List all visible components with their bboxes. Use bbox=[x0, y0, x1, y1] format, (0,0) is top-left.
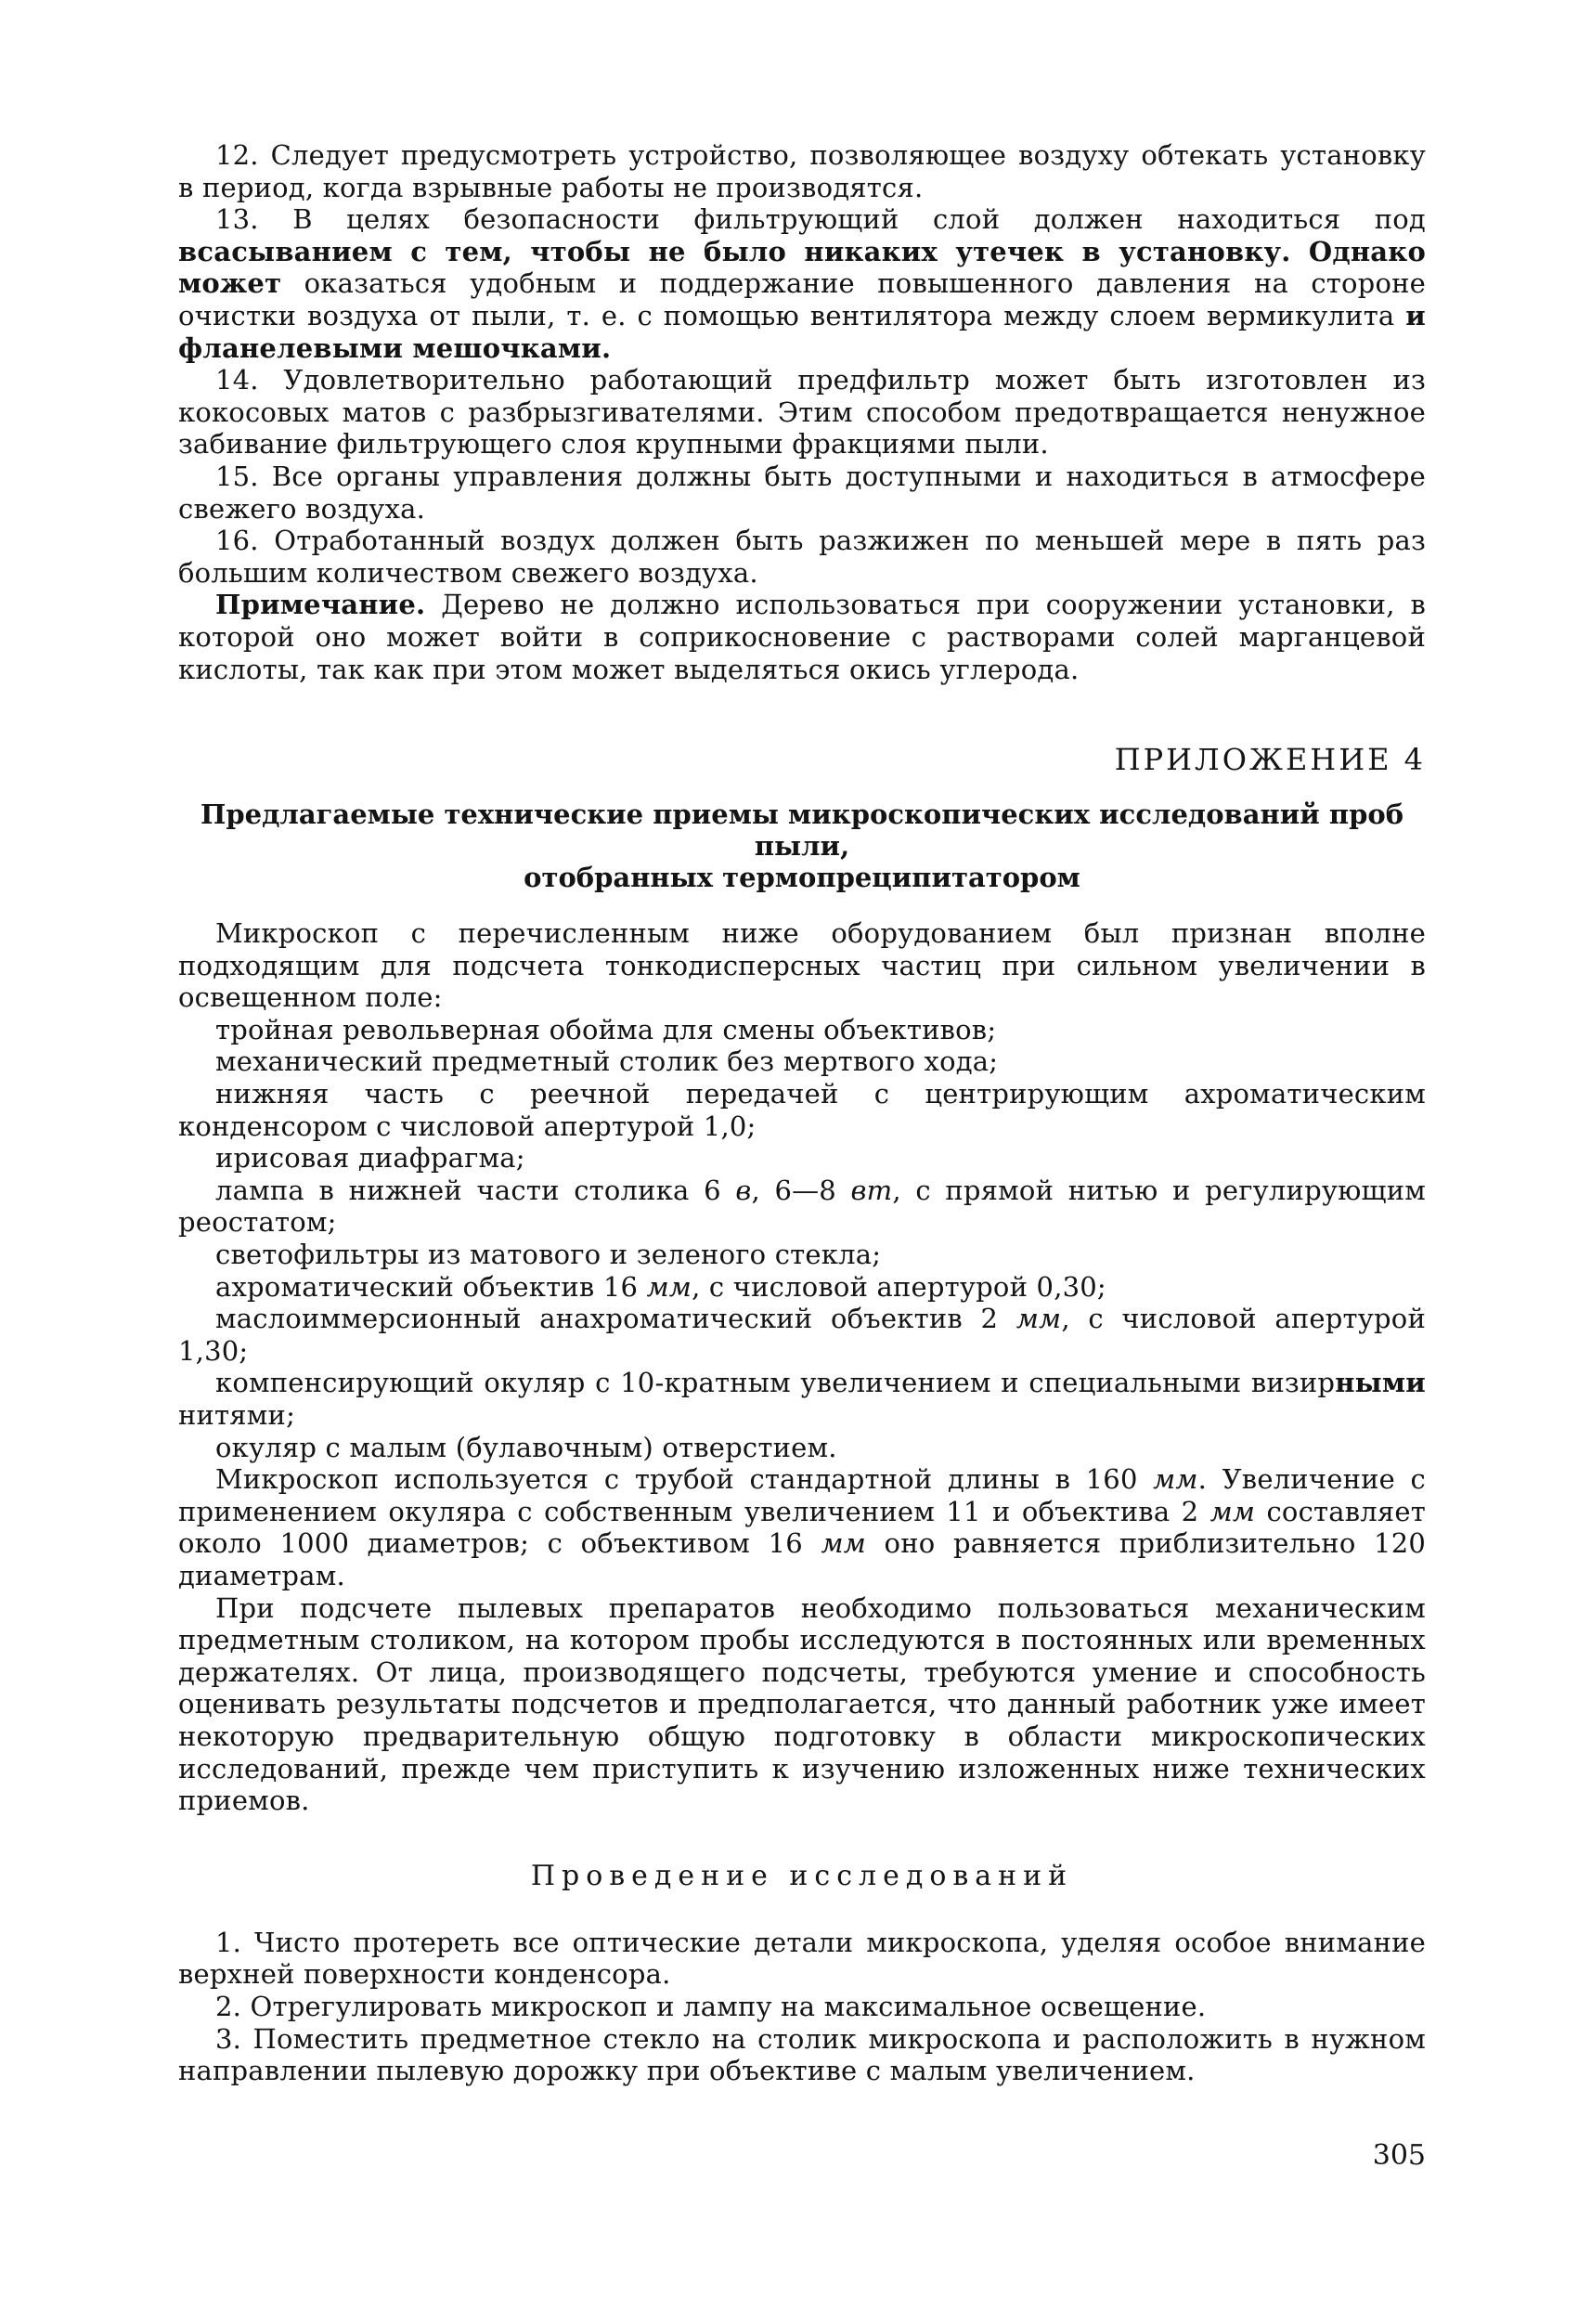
equipment-item-stage: механический предметный столик без мертвого хода; bbox=[215, 1045, 999, 1078]
procedure-section-title: Проведение исследований bbox=[530, 1859, 1074, 1892]
document-page bbox=[178, 139, 1426, 2087]
obj16-text-b: , с числовой апертурой 0,30; bbox=[692, 1270, 1106, 1303]
equipment-item-condenser: нижняя часть с реечной передачей с центрирующим ахроматическим конденсором с числовой апертурой 1,0; bbox=[178, 1078, 1426, 1142]
lamp-text-b: , 6—8 bbox=[751, 1174, 851, 1206]
paragraph-13-middle: оказаться удобным и поддержание повышенного давления на стороне очистки воздуха от пыли, т. е. с помощью вентилятора между слоем вермикулита bbox=[178, 267, 1426, 331]
paragraph-13-end-bold: и фланелевыми мешочками. bbox=[178, 299, 1426, 364]
lamp-text-a: лампа в нижней части столика 6 bbox=[215, 1174, 736, 1206]
usage-unit-1: мм bbox=[1153, 1463, 1198, 1496]
microscope-usage bbox=[178, 1463, 1426, 1591]
procedure-step-2: 2. Отрегулировать микроскоп и лампу на максимальное освещение. bbox=[215, 1990, 1207, 2022]
procedure-step-3: 3. Поместить предметное стекло на столик микроскопа и расположить в нужном направлении пылевую дорожку при объективе с малым увеличением. bbox=[178, 2022, 1426, 2087]
obj2-text-b: , с числовой апертурой 1,30; bbox=[178, 1303, 1426, 1367]
equipment-item-objective-2 bbox=[178, 1303, 1426, 1367]
paragraph-15: 15. Все органы управления должны быть доступными и находиться в атмосфере свежего воздуха. bbox=[178, 460, 1426, 525]
lamp-text-c: , с прямой нитью и регулирующим реостатом; bbox=[178, 1174, 1426, 1239]
appendix-heading-line-1: Предлагаемые технические приемы микроскопических исследований проб пыли, bbox=[200, 798, 1404, 863]
page-number: 305 bbox=[1372, 2139, 1426, 2172]
equipment-item-diaphragm: ирисовая диафрагма; bbox=[215, 1142, 525, 1175]
equipment-item-lamp bbox=[178, 1175, 1426, 1239]
note-text: Дерево не должно использоваться при сооружении установки, в которой оно может войти в соприкосновение с растворами солей марганцевой кислоты, так как при этом может выделяться окись углерода. bbox=[178, 589, 1426, 685]
spacer bbox=[178, 893, 1426, 917]
paragraph-12: 12. Следует предусмотреть устройство, позволяющее воздуху обтекать установку в период, когда взрывные работы не производятся. bbox=[178, 139, 1426, 203]
procedure-step-1: 1. Чисто протереть все оптические детали микроскопа, уделяя особое внимание верхней поверхности конденсора. bbox=[178, 1926, 1426, 1991]
usage-text-c: составляет около 1000 диаметров; с объективом 16 bbox=[178, 1495, 1426, 1560]
paragraph-16: 16. Отработанный воздух должен быть разжижен по меньшей мере в пять раз большим количеством свежего воздуха. bbox=[178, 525, 1426, 589]
equipment-item-eyepiece-compensating bbox=[178, 1367, 1426, 1431]
obj16-unit: мм bbox=[646, 1270, 692, 1303]
lamp-unit-volt: в bbox=[735, 1174, 752, 1206]
appendix-heading-line-2: отобранных термопреципитатором bbox=[524, 862, 1080, 894]
usage-unit-3: мм bbox=[821, 1527, 866, 1560]
usage-text-b: . Увеличение с применением окуляра с собственным увеличением 11 и объектива 2 bbox=[178, 1463, 1426, 1527]
lamp-unit-watt: вт bbox=[850, 1174, 893, 1206]
obj2-text-a: маслоиммерсионный анахроматический объектив 2 bbox=[215, 1303, 1016, 1335]
equipment-item-eyepiece-pinhole: окуляр с малым (булавочным) отверстием. bbox=[215, 1431, 837, 1463]
microscope-intro: Микроскоп с перечисленным ниже оборудованием был признан вполне подходящим для подсчета тонкодисперсных частиц при сильном увеличении в освещенном поле: bbox=[178, 917, 1426, 1014]
counting-paragraph: При подсчете пылевых препаратов необходимо пользоваться механическим предметным столиком, на котором пробы исследуются в постоянных или временных держателях. От лица, производящего подсчеты, требуются умение и способность оценивать результаты подсчетов и предполагается, что данный работник уже имеет некоторую предварительную общую подготовку в области микроскопических исследований, прежде чем приступить к изучению изложенных ниже технических приемов. bbox=[178, 1591, 1426, 1817]
usage-text-a: Микроскоп используется с трубой стандартной длины в 160 bbox=[215, 1463, 1154, 1496]
paragraph-13 bbox=[178, 203, 1426, 364]
usage-unit-2: мм bbox=[1209, 1495, 1256, 1527]
obj16-text-a: ахроматический объектив 16 bbox=[215, 1270, 647, 1303]
note-label: Примечание. bbox=[215, 589, 426, 621]
eyepiece1-bold: ными bbox=[1335, 1367, 1426, 1399]
note-paragraph bbox=[178, 589, 1426, 685]
eyepiece1-text-c: нитями; bbox=[178, 1399, 296, 1431]
equipment-item-turret: тройная револьверная обойма для смены объективов; bbox=[215, 1013, 997, 1045]
paragraph-13-bold-run: всасыванием с тем, чтобы не было никаких утечек в установку. Однако может bbox=[178, 235, 1426, 300]
eyepiece1-text-a: компенсирующий окуляр с 10-кратным увеличением и специальными визир bbox=[215, 1367, 1336, 1399]
appendix-title: ПРИЛОЖЕНИЕ 4 bbox=[1114, 742, 1426, 778]
paragraph-14: 14. Удовлетворительно работающий предфильтр может быть изготовлен из кокосовых матов с разбрызгивателями. Этим способом предотвращается ненужное забивание фильтрующего слоя крупными фракциями пыли. bbox=[178, 364, 1426, 461]
paragraph-13-start: 13. В целях безопасности фильтрующий слой должен находиться под bbox=[215, 203, 1426, 236]
obj2-unit: мм bbox=[1015, 1303, 1062, 1335]
equipment-item-objective-16 bbox=[178, 1271, 1426, 1304]
usage-text-d: оно равняется приблизительно 120 диаметрам. bbox=[178, 1527, 1427, 1591]
equipment-item-filters: светофильтры из матового и зеленого стекла; bbox=[215, 1239, 882, 1271]
appendix-heading bbox=[178, 798, 1426, 893]
